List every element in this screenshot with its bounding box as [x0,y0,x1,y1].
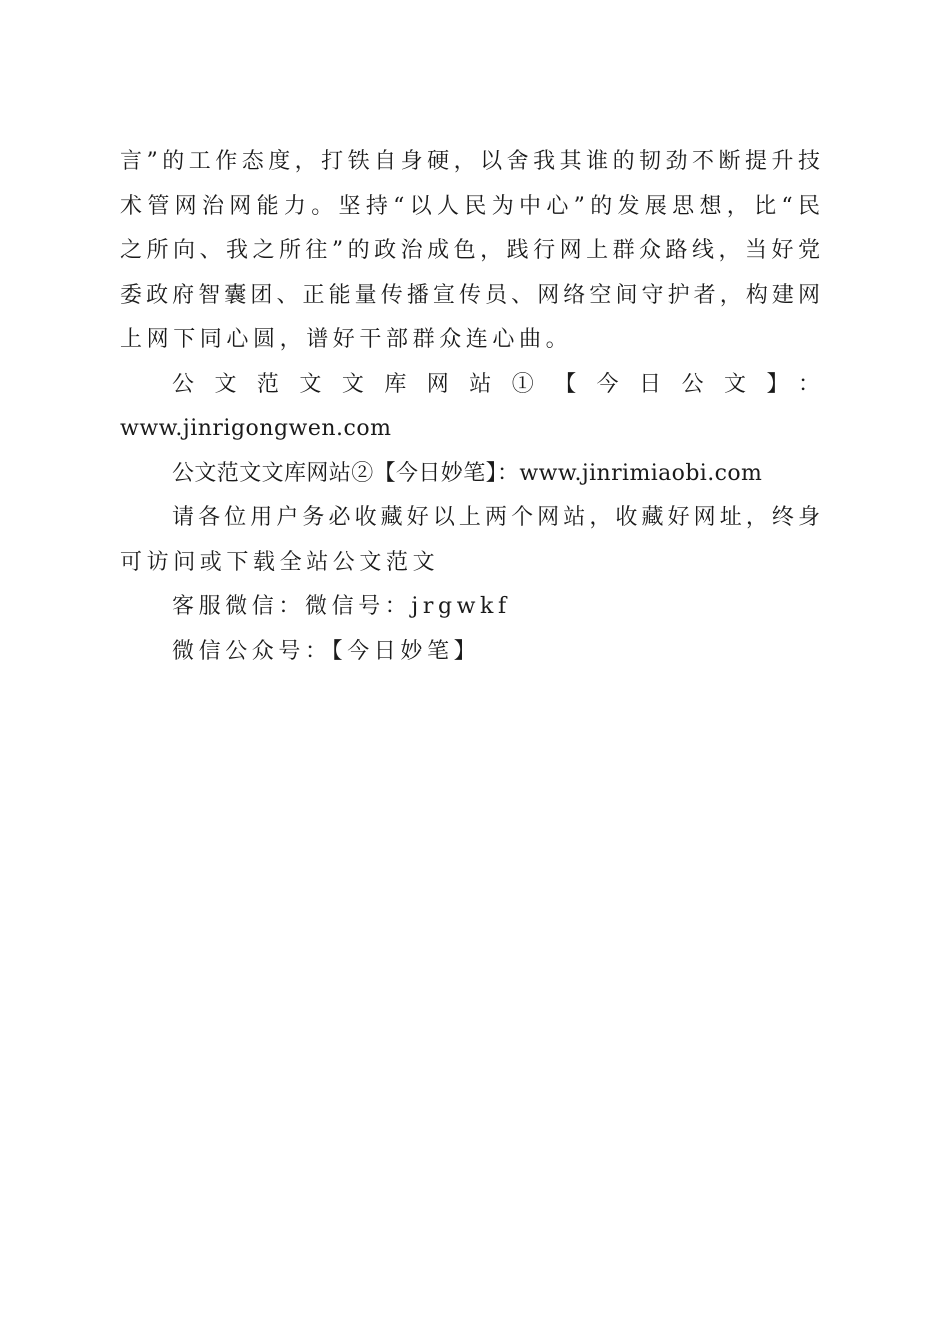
official-account: 微信公众号：【今日妙笔】 [172,638,481,664]
paragraph-line-1: 言”的工作态度，打铁自身硬，以舍我其谁的韧劲不断提升技 [120,149,820,174]
notice-line-2: 可访问或下载全站公文范文 [120,549,440,575]
site2-line: 公文范文文库网站②【今日妙笔】：www.jinrimiaobi.com [172,460,763,486]
site1-label: 公文范文文库网站①【今日公文】： [172,371,820,397]
paragraph-line-4: 委政府智囊团、正能量传播宣传员、网络空间守护者，构建网 [120,282,820,308]
paragraph-line-5: 上网下同心圆，谱好干部群众连心曲。 [120,327,573,352]
site1-url: www.jinrigongwen.com [120,416,392,441]
paragraph-line-3: 之所向、我之所往”的政治成色，践行网上群众路线，当好党 [120,238,820,263]
document-page [120,140,820,674]
service-wechat: 客服微信：微信号：jrgwkf [172,594,511,619]
notice-line-1: 请各位用户务必收藏好以上两个网站，收藏好网址，终身 [172,505,820,530]
paragraph-line-2: 术管网治网能力。坚持“以人民为中心”的发展思想，比“民 [120,193,820,219]
